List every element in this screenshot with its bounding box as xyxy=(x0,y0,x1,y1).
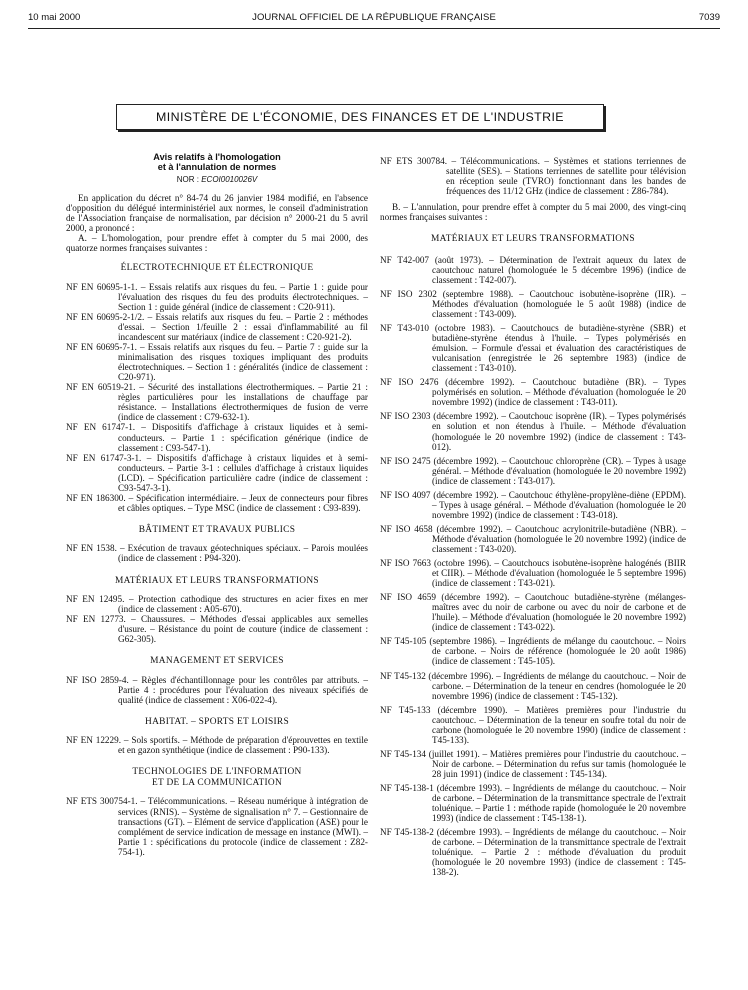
standard-text: (décembre 1993). – Ingrédients de mélange du caoutchouc. – Noir de carbone. – Détermination de la transmittance spectrale de l'extrait toluénique. – Partie 1 : méthode rapide (homologuée le 20 novembre 1993) (indice de classement : T45-138-1). xyxy=(432,782,686,824)
standard-entry xyxy=(66,282,368,312)
section-title: ÉLECTROTECHNIQUE ET ÉLECTRONIQUE xyxy=(120,263,314,274)
section-title-line2: ET DE LA COMMUNICATION xyxy=(151,777,283,788)
standard-code: NF T45-138-2 xyxy=(380,827,434,838)
standard-entry xyxy=(66,382,368,422)
standard-text: (septembre 1988). – Caoutchouc isobutène-isoprène (IIR). – Méthodes d'évaluation (homologuée le 5 août 1988) (indice de classement : T43-009). xyxy=(432,288,686,320)
standard-text: – Sécurité des installations électrothermiques. – Partie 21 : règles particulières pour les installations de chauffage par résistance. – Installations électrothermiques de fusion de verre (indice de classement : C79-632-1). xyxy=(118,382,368,423)
standard-entry xyxy=(380,456,686,486)
standard-code: NF T45-132 xyxy=(380,670,426,681)
standard-text: – Spécification intermédiaire. – Jeux de connecteurs pour fibres et câbles optiques. – Type MSC (indice de classement : C93-839). xyxy=(118,492,368,513)
nor-reference xyxy=(66,175,368,185)
standard-text: (août 1973). – Détermination de l'extrait aqueux du latex de caoutchouc naturel (homologuée le 5 décembre 1996) (indice de classement : T42-007). xyxy=(429,254,687,285)
standard-text: (décembre 1992). – Caoutchouc isoprène (IR). – Types polymérisés en solution et non étendus à l'huile. – Méthode d'évaluation (homologuée le 20 novembre 1992) (indice de classement : T43-012). xyxy=(430,411,686,452)
standard-entry xyxy=(380,323,686,373)
standard-code: NF EN 12229. xyxy=(66,735,121,746)
ministry-banner: MINISTÈRE DE L'ÉCONOMIE, DES FINANCES ET DE L'INDUSTRIE xyxy=(116,104,604,130)
standard-entry xyxy=(380,749,686,779)
right-entries xyxy=(380,255,686,882)
standard-code: NF ISO 2302 xyxy=(380,288,437,299)
standard-text: (décembre 1992). – Caoutchouc acrylonitrile-butadiène (NBR). – Méthode d'évaluation (homologuée le 20 novembre 1992) (indice de classement : T43-020). xyxy=(432,523,686,554)
section-title: BÂTIMENT ET TRAVAUX PUBLICS xyxy=(138,524,296,535)
standard-text: – Dispositifs d'affichage à cristaux liquides et à semi-conducteurs. – Partie 1 : spécification générique (indice de classement : C93-547-1). xyxy=(118,422,368,453)
standard-code: NF EN 12773. xyxy=(66,614,126,625)
nor-code: ECOI0010026V xyxy=(201,175,258,184)
standard-text: (décembre 1996). – Ingrédients de mélange du caoutchouc. – Noir de carbone. – Détermination de la teneur en cendres (homologuée le 20 novembre 1996) (indice de classement : T45-132). xyxy=(425,670,687,701)
standard-text: – Télécommunications. – Systèmes et stations terriennes de satellite (SES). – Stations terriennes de satellite pour télévision en réception seule (TVRO) fonctionnant dans les bandes de fréquences des 11/12 GHz (indice de classement : Z86-784). xyxy=(446,156,686,197)
standard-text: (décembre 1992). – Caoutchouc butadiène-styrène (mélanges-maîtres avec du noir de carbone ou avec du noir de carbone et de l'huile). – Méthode d'évaluation (homologuée le 20 novembre 1992) (indice de classement : T43-022). xyxy=(432,592,686,633)
standard-entry xyxy=(380,255,686,285)
standard-code: NF ISO 2475 xyxy=(380,455,431,466)
standard-entry xyxy=(380,558,686,588)
standard-code: NF ISO 4097 xyxy=(380,489,431,500)
standard-text: (décembre 1993). – Ingrédients de mélange du caoutchouc. – Noir de carbone. – Détermination de la transmittance spectrale de l'extrait toluénique. – Partie 2 : méthode d'évaluation du produit (homologuée le 20 novembre 1993) (indice de classement : T45-138-2). xyxy=(432,827,686,878)
standard-entry xyxy=(66,493,368,513)
standard-entry xyxy=(380,671,686,701)
left-sections xyxy=(66,253,368,856)
journal-title: JOURNAL OFFICIEL DE LA RÉPUBLIQUE FRANÇAISE xyxy=(252,12,496,23)
standard-text: – Protection cathodique des structures en acier fixes en mer (indice de classement : A05-670). xyxy=(118,594,368,615)
standard-entry xyxy=(380,411,686,451)
standard-code: NF EN 186300. xyxy=(66,492,126,503)
right-column xyxy=(380,156,686,881)
standard-entry xyxy=(66,675,368,705)
standard-entry xyxy=(66,342,368,382)
standard-code: NF ISO 4659 xyxy=(380,592,436,603)
standard-text: (septembre 1986). – Ingrédients de mélange du caoutchouc. – Noirs de carbone. – Noirs de référence (homologuée le 20 août 1986) (indice de classement : T45-105). xyxy=(426,636,686,667)
standard-code: NF T45-138-1 xyxy=(380,782,434,793)
section-title: MATÉRIAUX ET LEURS TRANSFORMATIONS xyxy=(431,234,635,245)
standard-code: NF ETS 300754-1. xyxy=(66,796,138,807)
standard-text: – Sols sportifs. – Méthode de préparation d'éprouvettes en textile et en gazon synthétique (indice de classement : P90-133). xyxy=(118,735,368,756)
standard-entry xyxy=(380,377,686,407)
standard-entry xyxy=(66,543,368,563)
standard-code: NF EN 60519-21. xyxy=(66,382,136,393)
standard-text: – Chaussures. – Méthodes d'essai applicables aux semelles d'usure. – Résistance du point de couture (indice de classement : G62-305). xyxy=(118,614,368,645)
standard-code: NF T45-134 xyxy=(380,748,426,759)
standard-text: – Essais relatifs aux risques du feu. – Partie 2 : méthodes d'essai. – Section 1/feuille 2 : essai d'inflammabilité au fil incandescent sur matériaux (indice de classement : C20-921-2). xyxy=(118,311,368,343)
intro-paragraph: En application du décret n° 84-74 du 26 janvier 1984 modifié, en l'absence d'opposition du délégué interministériel aux normes, le conseil d'administration de l'Association française de normalisation, par décision n° 2000-21 du 5 avril 2000, a prononcé : xyxy=(66,193,368,234)
standard-code: NF ISO 4658 xyxy=(380,523,433,534)
standard-entry xyxy=(66,453,368,493)
standard-code: NF EN 61747-1. xyxy=(66,422,136,433)
standard-entry xyxy=(380,636,686,666)
standard-code: NF T45-133 xyxy=(380,704,431,715)
paragraph-a: A. – L'homologation, pour prendre effet à compter du 5 mai 2000, des quatorze normes françaises suivantes : xyxy=(66,233,368,254)
section-title: MANAGEMENT ET SERVICES xyxy=(150,656,284,667)
standard-text: – Dispositifs d'affichage à cristaux liquides et à semi-conducteurs. – Partie 3-1 : cellules d'affichage à cristaux liquides (LCD). – Spécification particulière cadre (indice de classement : C93-547-3-1). xyxy=(118,452,368,493)
standard-text: – Télécommunications. – Réseau numérique à intégration de services (RNIS). – Système de signalisation n° 7. – Gestionnaire de transactions (GT). – Elément de service d'application (ASE) pour le complément de service indication de message en instance (MWI). – Partie 1 : spécifications du protocole (indice de classement : Z82-754-1). xyxy=(118,796,368,857)
issue-date: 10 mai 2000 xyxy=(28,12,81,23)
standard-entry xyxy=(380,705,686,745)
standard-code: NF ISO 2303 xyxy=(380,411,431,422)
standard-text: (décembre 1992). – Caoutchouc butadiène (BR). – Types polymérisés en solution. – Méthode d'évaluation (homologuée le 20 novembre 1992) (indice de classement : T43-011). xyxy=(432,377,686,408)
standard-entry xyxy=(380,827,686,877)
standard-code: NF T42-007 xyxy=(380,254,430,265)
section-title: MATÉRIAUX ET LEURS TRANSFORMATIONS xyxy=(115,575,319,586)
standard-text: (décembre 1992). – Caoutchouc chloroprène (CR). – Types à usage général. – Méthode d'évaluation (homologuée le 20 novembre 1992) (indice de classement : T43-017). xyxy=(430,455,686,486)
standard-text: (octobre 1996). – Caoutchoucs isobutène-isoprène halogénés (BIIR et CIIR). – Méthode d'évaluation (homologuée le 5 septembre 1996) (indice de classement : T43-021). xyxy=(430,558,686,589)
standard-entry xyxy=(66,422,368,452)
header-rule xyxy=(28,28,720,29)
standard-code: NF EN 60695-1-1. xyxy=(66,281,138,292)
standard-code: NF EN 1538. xyxy=(66,543,117,554)
paragraph-b: B. – L'annulation, pour prendre effet à compter du 5 mai 2000, des vingt-cinq normes françaises suivantes : xyxy=(380,202,686,223)
section-title: HABITAT. – SPORTS ET LOISIRS xyxy=(145,716,289,727)
standard-text: – Exécution de travaux géotechniques spéciaux. – Parois moulées (indice de classement : P94-320). xyxy=(116,543,368,564)
standard-code: NF ISO 2859-4. xyxy=(66,674,129,685)
standard-entry xyxy=(380,156,686,196)
standard-entry xyxy=(66,796,368,856)
standard-entry xyxy=(66,312,368,342)
left-column xyxy=(66,152,368,857)
standard-text: – Essais relatifs aux risques du feu. – Partie 1 : guide pour l'évaluation des risques du feu des produits électrotechniques. – Section 1 : guide général (indice de classement : C20-911). xyxy=(118,281,368,312)
standard-entry xyxy=(380,289,686,319)
standard-text: – Essais relatifs aux risques du feu. – Partie 7 : guide sur la minimalisation des risques toxiques impliquant des produits électrotechniques. – Section 1 : généralités (indice de classement : C20-971). xyxy=(118,342,368,383)
standard-entry xyxy=(66,735,368,755)
standard-text: (octobre 1983). – Caoutchoucs de butadiène-styrène (SBR) et butadiène-styrène étendus à l'huile. – Types polymérisés en émulsion. – Formule d'essai et évaluation des caractéristiques de vulcanisation (enregistrée le 26 septembre 1983) (indice de classement : T43-010). xyxy=(429,323,686,374)
standard-code: NF ISO 2476 xyxy=(380,377,439,388)
notice-subtitle: et à l'annulation de normes xyxy=(157,162,277,172)
standard-entry xyxy=(380,490,686,520)
standard-text: (décembre 1990). – Matières premières pour l'industrie du caoutchouc. – Détermination de la teneur en soufre total du noir de carbone (homologuée le 20 novembre 1990) (indice de classement : T45-133). xyxy=(430,704,687,745)
standard-text: – Règles d'échantillonnage pour les contrôles par attributs. – Partie 4 : procédures pour l'évaluation des niveaux spécifiés de qualité (indice de classement : X06-022-4). xyxy=(118,674,368,705)
section-title: TECHNOLOGIES DE L'INFORMATION xyxy=(132,767,302,778)
standard-code: NF T45-105 xyxy=(380,636,427,647)
standard-code: NF EN 60695-7-1. xyxy=(66,342,137,353)
standard-code: NF EN 12495. xyxy=(66,594,125,604)
standard-entry xyxy=(380,592,686,632)
standard-entry xyxy=(66,594,368,614)
nor-label: NOR : xyxy=(176,175,202,184)
standard-code: NF EN 61747-3-1. xyxy=(66,452,142,463)
standard-entry xyxy=(66,614,368,644)
standard-code: NF ISO 7663 xyxy=(380,558,431,569)
standard-entry xyxy=(380,783,686,823)
standard-entry xyxy=(380,524,686,554)
standard-text: (juillet 1991). – Matières premières pour l'industrie du caoutchouc. – Noir de carbone. – Détermination du refus sur tamis (homologuée le 28 juin 1991) (indice de classement : T45-134). xyxy=(426,748,687,779)
standard-code: NF EN 60695-2-1/2. xyxy=(66,311,145,322)
notice-title: Avis relatifs à l'homologation xyxy=(153,152,281,162)
standard-text: (décembre 1992). – Caoutchouc éthylène-propylène-diène (EPDM). – Types à usage général. – Méthode d'évaluation (homologuée le 20 novembre 1992) (indice de classement : T43-018). xyxy=(430,489,686,520)
page-number: 7039 xyxy=(698,12,720,23)
standard-code: NF T43-010 xyxy=(380,323,430,334)
page-header xyxy=(28,12,720,26)
standard-code: NF ETS 300784. xyxy=(380,156,448,166)
